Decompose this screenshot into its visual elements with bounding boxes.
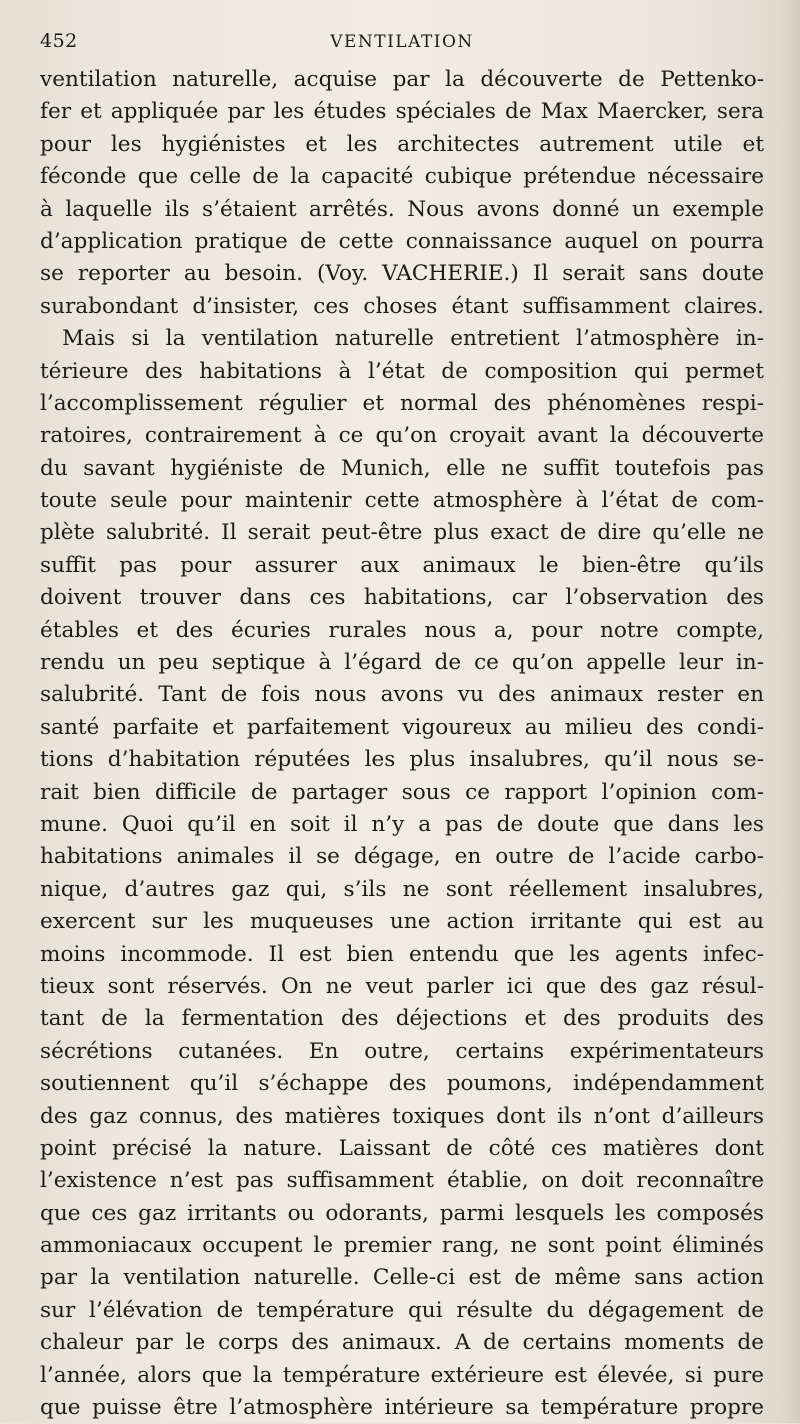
text-line: ratoires, contrairement à ce qu’on croyait avant la découverte (40, 423, 764, 449)
text-line: féconde que celle de la capacité cubique prétendue nécessaire (40, 164, 764, 190)
text-line: mune. Quoi qu’il en soit il n’y a pas de doute que dans les (40, 811, 764, 837)
page-number: 452 (40, 30, 78, 52)
text-line: rendu un peu septique à l’égard de ce qu’on appelle leur in- (40, 650, 764, 676)
running-title: VENTILATION (330, 32, 474, 52)
text-line: ammoniacaux occupent le premier rang, ne sont point éliminés (40, 1233, 764, 1259)
text-line: l’année, alors que la température extérieure est élevée, si pure (40, 1362, 764, 1388)
page-edge-shadow (782, 0, 800, 1423)
text-line: salubrité. Tant de fois nous avons vu des animaux rester en (40, 682, 764, 708)
body-text (40, 64, 764, 1424)
text-line: l’existence n’est pas suffisamment établie, on doit reconnaître (40, 1168, 764, 1194)
text-line: suffit pas pour assurer aux animaux le bien-être qu’ils (40, 552, 764, 578)
text-line: d’application pratique de cette connaissance auquel on pourra (40, 228, 764, 254)
text-line: santé parfaite et parfaitement vigoureux au milieu des condi- (40, 714, 764, 740)
text-line: se reporter au besoin. (Voy. VACHERIE.) Il serait sans doute (40, 261, 764, 287)
text-line: tions d’habitation réputées les plus insalubres, qu’il nous se- (40, 747, 764, 773)
text-line: pour les hygiénistes et les architectes autrement utile et (40, 131, 764, 157)
text-line: plète salubrité. Il serait peut-être plus exact de dire qu’elle ne (40, 520, 764, 546)
text-line: rait bien difficile de partager sous ce rapport l’opinion com- (40, 779, 764, 805)
running-head (40, 30, 764, 60)
text-line: du savant hygiéniste de Munich, elle ne suffit toutefois pas (40, 455, 764, 481)
text-line: étables et des écuries rurales nous a, pour notre compte, (40, 617, 764, 643)
text-line: que puisse être l’atmosphère intérieure sa température propre (40, 1395, 764, 1421)
text-line: des gaz connus, des matières toxiques dont ils n’ont d’ailleurs (40, 1103, 764, 1129)
text-line: ventilation naturelle, acquise par la découverte de Pettenko- (40, 67, 764, 92)
text-line: tant de la fermentation des déjections et des produits des (40, 1006, 764, 1032)
text-line: sur l’élévation de température qui résulte du dégagement de (40, 1297, 764, 1323)
text-line: doivent trouver dans ces habitations, car l’observation des (40, 585, 764, 611)
text-line: point précisé la nature. Laissant de côté ces matières dont (40, 1135, 764, 1161)
paragraph-start-line: Mais si la ventilation naturelle entretient l’atmosphère in- (62, 326, 764, 352)
text-line: nique, d’autres gaz qui, s’ils ne sont réellement insalubres, (40, 876, 764, 902)
text-line: à laquelle ils s’étaient arrêtés. Nous avons donné un exemple (40, 196, 764, 222)
text-line: moins incommode. Il est bien entendu que les agents infec- (40, 941, 764, 967)
text-line: surabondant d’insister, ces choses étant suffisamment claires. (40, 293, 764, 319)
text-line: toute seule pour maintenir cette atmosphère à l’état de com- (40, 488, 764, 514)
text-line: chaleur par le corps des animaux. A de certains moments de (40, 1330, 764, 1356)
text-line: soutiennent qu’il s’échappe des poumons, indépendamment (40, 1071, 764, 1097)
text-line: fer et appliquée par les études spéciales de Max Maercker, sera (40, 99, 764, 125)
text-line: térieure des habitations à l’état de composition qui permet (40, 358, 764, 384)
text-line: sécrétions cutanées. En outre, certains expérimentateurs (40, 1038, 764, 1064)
text-line: par la ventilation naturelle. Celle-ci est de même sans action (40, 1265, 764, 1291)
text-line: que ces gaz irritants ou odorants, parmi lesquels les composés (40, 1200, 764, 1226)
text-line: tieux sont réservés. On ne veut parler ici que des gaz résul- (40, 973, 764, 999)
text-line: l’accomplissement régulier et normal des phénomènes respi- (40, 390, 764, 416)
text-line: habitations animales il se dégage, en outre de l’acide carbo- (40, 844, 764, 870)
text-line: exercent sur les muqueuses une action irritante qui est au (40, 909, 764, 935)
